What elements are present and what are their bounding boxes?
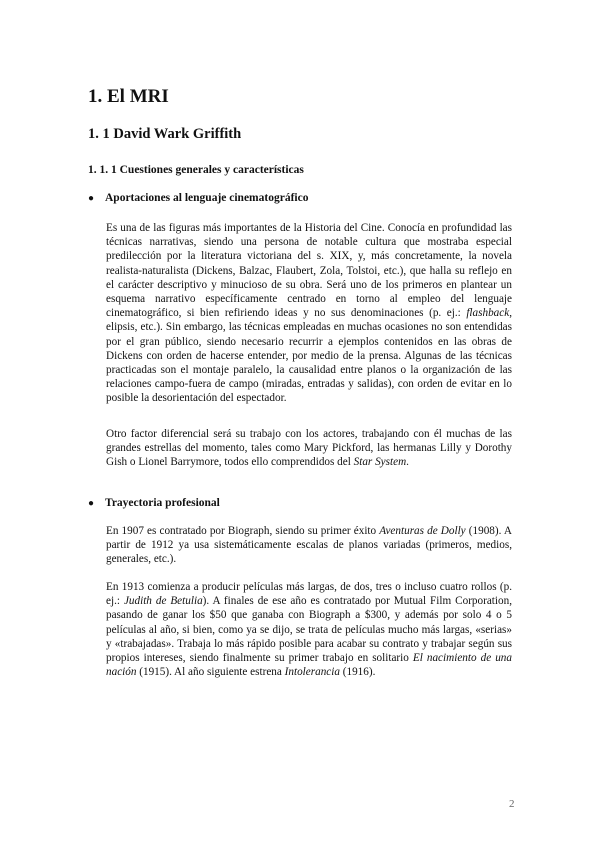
bullet-title: Aportaciones al lenguaje cinematográfico [105,192,309,204]
bullet-heading-aportaciones [88,192,308,204]
paragraph-trayectoria-2: En 1913 comienza a producir películas más largas, de dos, tres o incluso cuatro rollos (p. ej.: Judith de Betulia). A finales de ese año es contratado por Mutual Film Corporation, pasando de ganar los $50 que ganaba con Biograph a $300, y además por solo 4 o 5 películas al año, si bien, como ya se dijo, se trata de películas mucho más largas, «serias» y «trabajadas». Trabaja lo más rápido posible para acabar su contrato y trabajar según sus propios intereses, siendo finalmente su primer trabajo en solitario El nacimiento de una nación (1915). Al año siguiente estrena Intolerancia (1916). [106,581,513,679]
paragraph-aportaciones-2: Otro factor diferencial será su trabajo con los actores, trabajando con él muchas de las grandes estrellas del momento, tales como Mary Pickford, las hermanas Lilly y Dorothy Gish o Lionel Barrymore, todos ello comprendidos del Star System. [106,428,512,469]
page-number: 2 [509,798,515,810]
heading-level-3: 1. 1. 1 Cuestiones generales y características [88,164,304,176]
paragraph-trayectoria-1: En 1907 es contratado por Biograph, siendo su primer éxito Aventuras de Dolly (1908). A partir de 1912 ya usa sistemáticamente escalas de planos variadas (primeros, medios, generales, etc.). [106,525,512,566]
heading-level-2: 1. 1 David Wark Griffith [88,126,242,142]
bullet-heading-trayectoria [88,497,220,509]
heading-level-1: 1. El MRI [88,86,169,107]
bullet-dot-icon: ● [88,498,95,509]
paragraph-aportaciones-1: Es una de las figuras más importantes de la Historia del Cine. Conocía en profundidad las técnicas narrativas, siendo una persona de notable cultura que mostraba especial predilección por la literatura victoriana del s. XIX, y, más concretamente, la novela realista-naturalista (Dickens, Balzac, Flaubert, Zola, Tolstoi, etc.), que halla su reflejo en el carácter descriptivo y minucioso de su obra. Será uno de los primeros en plantear un esquema narrativo específicamente centrado en torno al empleo del lenguaje cinematográfico, si bien refiriendo ideas y no sus denominaciones (p. ej.: flashback, elipsis, etc.). Sin embargo, las técnicas empleadas en muchas ocasiones no son entendidas por el gran público, siendo necesario recurrir a ejemplos contenidos en las obras de Dickens con orden de hacerse entender, por medio de la prensa. Algunas de las técnicas practicadas son el montaje paralelo, la causalidad entre planos o la organización de las relaciones campo-fuera de campo (miradas, entradas y salidas), con orden de evitar en lo posible la desorientación del espectador. [106,222,512,405]
bullet-title: Trayectoria profesional [105,497,220,509]
bullet-dot-icon: ● [88,193,95,204]
